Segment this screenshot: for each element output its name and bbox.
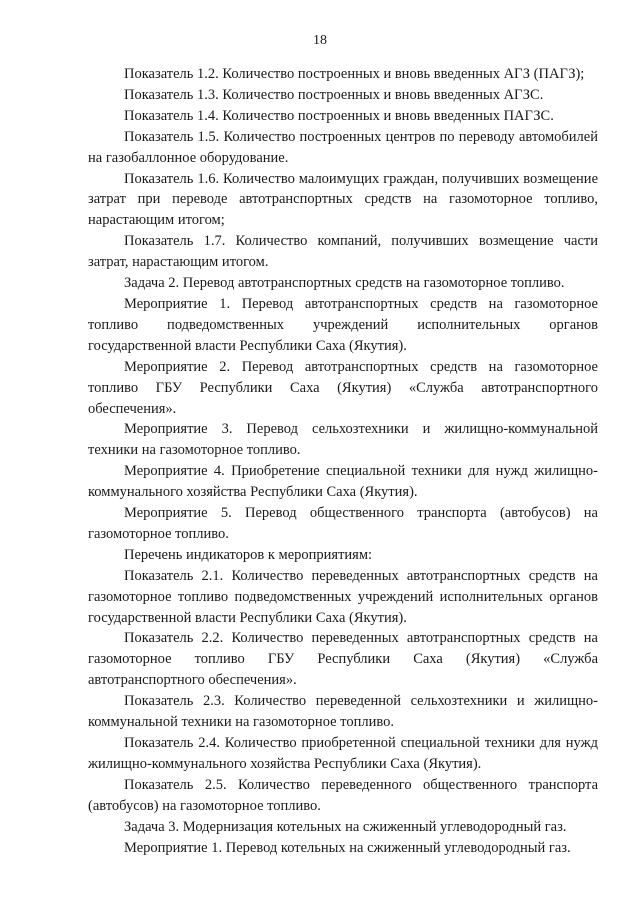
paragraph-measure-3: Мероприятие 3. Перевод сельхозтехники и жилищно-коммунальной техники на газомоторное топливо. — [88, 421, 598, 459]
paragraph-indicator-1-3: Показатель 1.3. Количество построенных и вновь введенных АГЗС. — [124, 86, 544, 103]
paragraph-measure-4: Мероприятие 4. Приобретение специальной техники для нужд жилищно-коммунального хозяйства Республики Саха (Якутия). — [88, 463, 598, 501]
paragraph-task-3: Задача 3. Модернизация котельных на сжиженный углеводородный газ. — [124, 818, 567, 835]
paragraph-indicators-heading: Перечень индикаторов к мероприятиям: — [124, 546, 373, 563]
paragraph-indicator-2-5: Показатель 2.5. Количество переведенного общественного транспорта (автобусов) на газомоторное топливо. — [88, 776, 598, 814]
document-body — [88, 64, 598, 858]
paragraph-indicator-1-6: Показатель 1.6. Количество малоимущих граждан, получивших возмещение затрат при переводе автотранспортных средств на газомоторное топливо, нарастающим итогом; — [88, 170, 598, 229]
page-number: 18 — [313, 33, 327, 48]
paragraph-task-2: Задача 2. Перевод автотранспортных средств на газомоторное топливо. — [124, 275, 565, 292]
paragraph-indicator-2-1: Показатель 2.1. Количество переведенных автотранспортных средств на газомоторное топливо подведомственных учреждений исполнительных органов государственной власти Республики Саха (Якутия). — [88, 567, 598, 626]
paragraph-indicator-1-5: Показатель 1.5. Количество построенных центров по переводу автомобилей на газобаллонное оборудование. — [88, 128, 598, 166]
paragraph-indicator-2-3: Показатель 2.3. Количество переведенной сельхозтехники и жилищно-коммунальной техники на газомоторное топливо. — [88, 693, 598, 731]
paragraph-indicator-1-4: Показатель 1.4. Количество построенных и вновь введенных ПАГЗС. — [124, 107, 554, 124]
paragraph-measure-2: Мероприятие 2. Перевод автотранспортных средств на газомоторное топливо ГБУ Республики Саха (Якутия) «Служба автотранспортного обеспечения». — [88, 358, 598, 417]
paragraph-task-3-measure-1: Мероприятие 1. Перевод котельных на сжиженный углеводородный газ. — [124, 839, 571, 856]
paragraph-indicator-1-7: Показатель 1.7. Количество компаний, получивших возмещение части затрат, нарастающим итогом. — [88, 233, 598, 271]
paragraph-measure-1: Мероприятие 1. Перевод автотранспортных средств на газомоторное топливо подведомственных учреждений исполнительных органов государственной власти Республики Саха (Якутия). — [88, 295, 598, 354]
paragraph-measure-5: Мероприятие 5. Перевод общественного транспорта (автобусов) на газомоторное топливо. — [88, 505, 598, 542]
paragraph-indicator-1-2: Показатель 1.2. Количество построенных и вновь введенных АГЗ (ПАГЗ); — [124, 66, 585, 82]
paragraph-indicator-2-4: Показатель 2.4. Количество приобретенной специальной техники для нужд жилищно-коммунального хозяйства Республики Саха (Якутия). — [88, 735, 598, 772]
paragraph-indicator-2-2: Показатель 2.2. Количество переведенных автотранспортных средств на газомоторное топливо ГБУ Республики Саха (Якутия) «Служба автотранспортного обеспечения». — [88, 630, 598, 689]
